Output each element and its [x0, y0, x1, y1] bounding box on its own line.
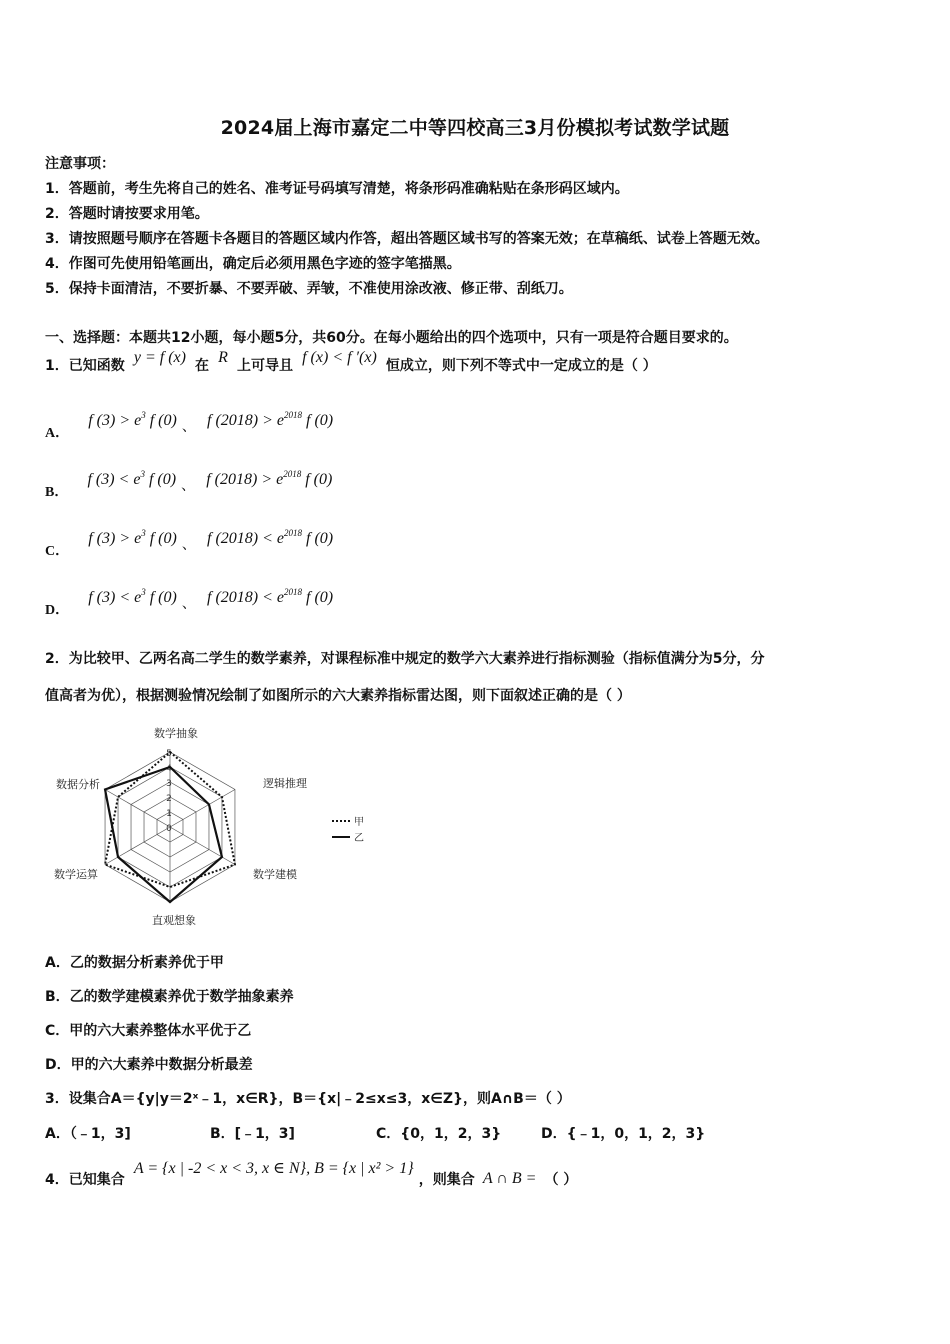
option-separator: 、: [181, 419, 196, 435]
q1-option-c: [45, 528, 334, 559]
notice-item: 1．答题前，考生先将自己的姓名、准考证号码填写清楚，将条形码准确粘贴在条形码区域内。: [45, 181, 629, 197]
q3-option-c: C．{0，1，2，3}: [376, 1126, 502, 1142]
q2-text-line1: 2．为比较甲、乙两名高二学生的数学素养，对课程标准中规定的数学六大素养进行指标测验（指标值满分为5分，分: [45, 651, 765, 667]
radar-axis-label: 数学建模: [253, 868, 297, 881]
q2-text-line2: 值高者为优），根据测验情况绘制了如图所示的六大素养指标雷达图，则下面叙述正确的是（ ）: [45, 688, 631, 704]
radar-labels: [54, 726, 307, 927]
radar-axis-label: 数据分析: [56, 778, 100, 791]
q2-option-c: C．甲的六大素养整体水平优于乙: [45, 1023, 252, 1039]
radar-grid: [105, 749, 235, 902]
option-formula: f $(3) < e^3$ f (0): [88, 587, 177, 606]
q1-option-a: [45, 410, 334, 441]
radar-axis-label: 逻辑推理: [263, 777, 307, 790]
q4-formula: A = {x | -2 < x < 3, x ∈ N}, B = {x | x² > 1}: [133, 1160, 414, 1177]
q1-formula: R: [218, 349, 228, 366]
notice-item: 4．作图可先使用铅笔画出，确定后必须用黑色字迹的签字笔描黑。: [45, 256, 461, 272]
option-label: C．: [45, 544, 70, 559]
section-heading: 一、选择题：本题共12小题，每小题5分，共60分。在每小题给出的四个选项中，只有一项是符合题目要求的。: [45, 330, 738, 346]
option-formula: f $(2018) < e^{2018}$ f (0): [207, 528, 334, 547]
q3-option-b: B．[﹣1，3]: [210, 1126, 295, 1142]
option-formula: f $(3) < e^3$ f (0): [87, 469, 177, 488]
q1-text: 恒成立，则下列不等式中一定成立的是（ ）: [385, 358, 657, 374]
q2-option-a: A．乙的数据分析素养优于甲: [45, 955, 224, 971]
q1-formula: y = f (x): [133, 349, 186, 366]
q4-text: 4．已知集合: [45, 1172, 125, 1188]
notice-item: 2．答题时请按要求用笔。: [45, 206, 209, 222]
legend-label: 乙: [354, 833, 364, 844]
page-title: 2024届上海市嘉定二中等四校高三3月份模拟考试数学试题: [220, 117, 730, 139]
notice-item: 3．请按照题号顺序在答题卡各题目的答题区域内作答，超出答题区域书写的答案无效；在草稿纸、试卷上答题无效。: [45, 231, 769, 247]
option-label: B．: [45, 485, 69, 500]
notice-item: 5．保持卡面清洁，不要折暴、不要弄破、弄皱，不准使用涂改液、修正带、刮纸刀。: [45, 281, 573, 297]
option-label: D．: [45, 603, 70, 618]
option-formula: f $(3) > e^3$ f (0): [88, 410, 177, 429]
radar-scale-label: 0: [166, 824, 172, 834]
q1-formula: f (x) < f ′(x): [302, 349, 377, 366]
q4-text: ，则集合: [418, 1172, 475, 1188]
radar-axis-label: 数学抽象: [154, 727, 198, 740]
radar-legend: [332, 816, 364, 844]
legend-label: 甲: [354, 817, 364, 828]
q2-option-d: D．甲的六大素养中数据分析最差: [45, 1057, 253, 1073]
q4-text: （ ）: [544, 1172, 578, 1188]
radar-axis-line: [170, 790, 235, 828]
q1-text: 上可导且: [237, 358, 294, 374]
option-label: A．: [45, 426, 70, 441]
option-formula: f $(3) > e^3$ f (0): [88, 528, 177, 547]
radar-chart: [40, 720, 380, 935]
radar-scale-label: 5: [166, 749, 172, 759]
question-1: [45, 349, 657, 375]
notice-heading: 注意事项：: [45, 156, 115, 172]
q1-option-d: [45, 587, 334, 618]
q3-option-a: A．（﹣1，3]: [45, 1126, 131, 1142]
radar-scale-label: 3: [166, 779, 172, 789]
radar-scale-label: 1: [166, 809, 172, 819]
question-4: [45, 1158, 578, 1188]
option-formula: f $(2018) > e^{2018}$ f (0): [207, 410, 334, 429]
q1-option-b: [45, 469, 333, 500]
radar-scale-label: 2: [166, 794, 172, 804]
q3-stem: 3．设集合A＝{y|y＝2ˣ﹣1，x∈R}，B＝{x|﹣2≤x≤3，x∈Z}，则A∩B＝（ ）: [45, 1091, 571, 1107]
q3-option-d: D．{﹣1，0，1，2，3}: [541, 1126, 706, 1142]
radar-axis-label: 直观想象: [152, 914, 196, 927]
radar-axis-line: [170, 827, 235, 865]
q1-text: 在: [195, 358, 210, 374]
q1-text: 1．已知函数: [45, 358, 125, 374]
option-formula: f $(2018) < e^{2018}$ f (0): [207, 587, 334, 606]
radar-axis-label: 数学运算: [54, 868, 98, 881]
radar-axis-line: [105, 790, 170, 828]
option-separator: 、: [181, 596, 196, 612]
option-separator: 、: [181, 537, 196, 553]
option-separator: 、: [181, 478, 196, 494]
radar-scale-label: 4: [166, 764, 172, 774]
q2-option-b: B．乙的数学建模素养优于数学抽象素养: [45, 989, 294, 1005]
q4-formula: A ∩ B =: [482, 1170, 537, 1187]
option-formula: f $(2018) > e^{2018}$ f (0): [206, 469, 333, 488]
